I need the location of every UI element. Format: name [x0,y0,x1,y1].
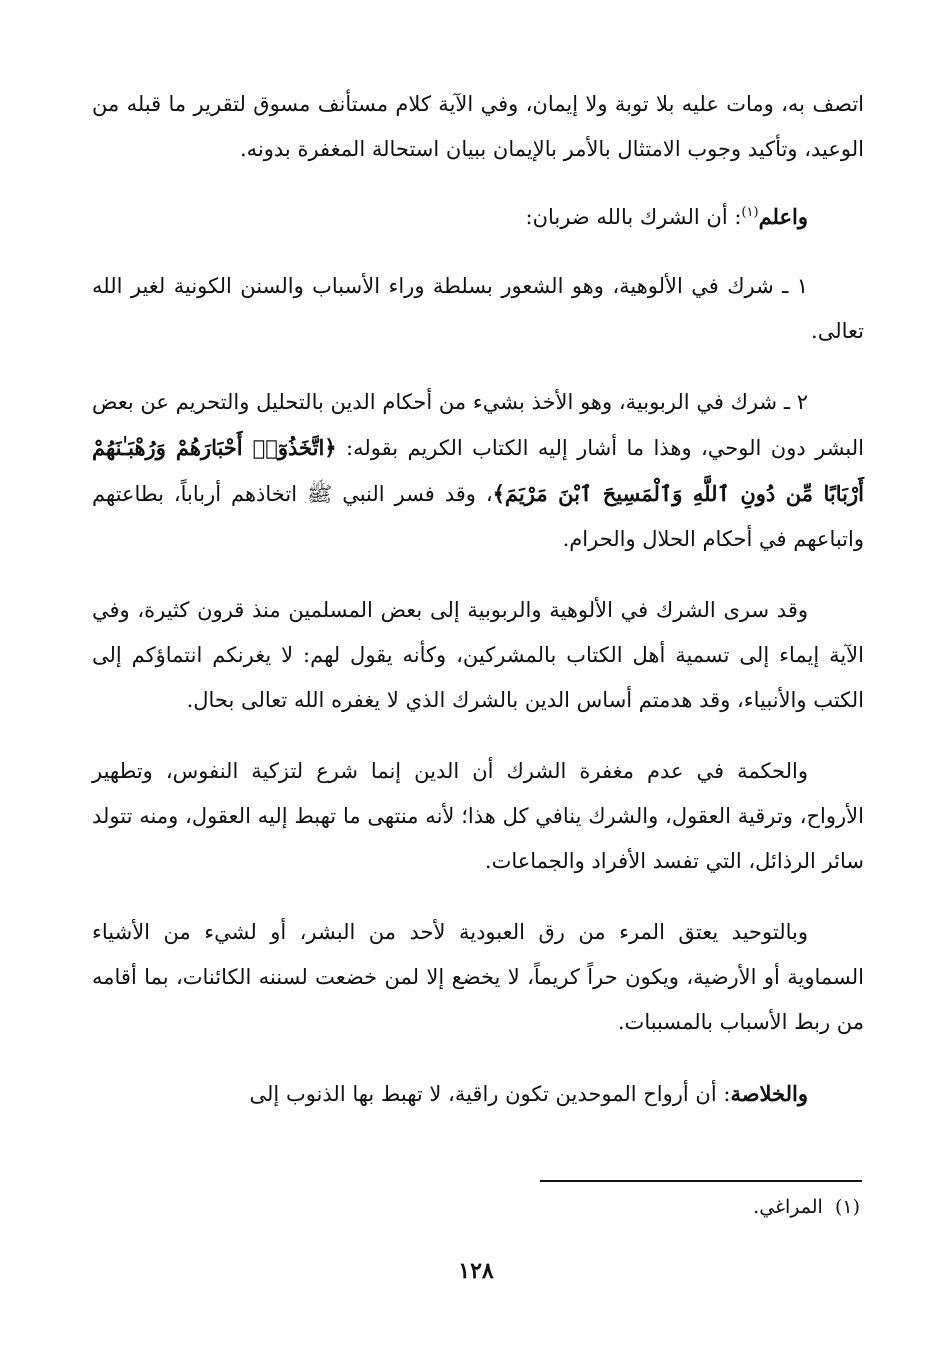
footnote-divider [540,1180,862,1182]
paragraph-3: ١ ـ شرك في الألوهية، وهو الشعور بسلطة وراء الأسباب والسنن الكونية لغير الله تعالى. [92,274,864,343]
footnote-reference: (١) [741,205,759,220]
paragraph-2-text: : أن الشرك بالله ضربان: [525,205,742,229]
paragraph-5: وقد سرى الشرك في الألوهية والربوبية إلى بعض المسلمين منذ قرون كثيرة، وفي الآية إيماء إلى تسمية أهل الكتاب بالمشركين، وكأنه يقول لهم: لا يغرنكم انتماؤكم إلى الكتب والأنبياء، وقد هدمتم أساس الدين بالشرك الذي لا يغفره الله تعالى بحال. [92,598,864,712]
footnote-marker: (١) [834,1196,860,1218]
paragraph-1: اتصف به، ومات عليه بلا توبة ولا إيمان، وفي الآية كلام مستأنف مسوق لتقرير ما قبله من الوعيد، وتأكيد وجوب الامتثال بالأمر بالإيمان ببيان استحالة المغفرة بدونه. [92,92,864,161]
page-body [92,82,864,1141]
paragraph-7: وبالتوحيد يعتق المرء من رق العبودية لأحد من البشر، أو لشيء من الأشياء السماوية أو الأرضية، ويكون حراً كريماً، لا يخضع إلا لمن خضعت لسننه الكائنات، بما أقامه من ربط الأسباب بالمسببات. [92,920,864,1034]
paragraph-2-keyword: واعلم [758,204,808,229]
footnote-text: المراغي. [753,1196,823,1218]
paragraph-2 [92,194,864,240]
paragraph-6: والحكمة في عدم مغفرة الشرك أن الدين إنما شرع لتزكية النفوس، وتطهير الأرواح، وترقية العقول، والشرك ينافي كل هذا؛ لأنه منتهى ما تهبط إليه العقول، ومنه تتولد سائر الرذائل، التي تفسد الأفراد والجماعات. [92,759,864,873]
footnote [460,1190,860,1224]
paragraph-8 [92,1071,864,1117]
quran-verse: ﴿اتَّخَذُوٓا۟ أَحْبَارَهُمْ وَرُهْبَـٰنَهُمْ أَرْبَابًا مِّن دُونِ ٱللَّهِ وَٱلْمَسِيحَ ٱبْنَ مَرْيَمَ﴾ [92,435,864,506]
paragraph-8-keyword: والخلاصة [730,1081,808,1106]
paragraph-4-intro: ٢ ـ شرك في الربوبية، وهو الأخذ بشيء من أحكام الدين بالتحليل والتحريم عن بعض البشر دون الوحي، وهذا ما أشار إليه الكتاب الكريم بقوله: [92,390,864,460]
paragraph-4-text: ، وقد فسر النبي ﷺ اتخاذهم أرباباً، بطاعتهم واتباعهم في أحكام الحلال والحرام. [92,482,864,551]
paragraph-4 [92,380,864,562]
paragraph-8-text: : أن أرواح الموحدين تكون راقية، لا تهبط بها الذنوب إلى [249,1082,731,1106]
page-number: ١٢٨ [458,1258,494,1284]
